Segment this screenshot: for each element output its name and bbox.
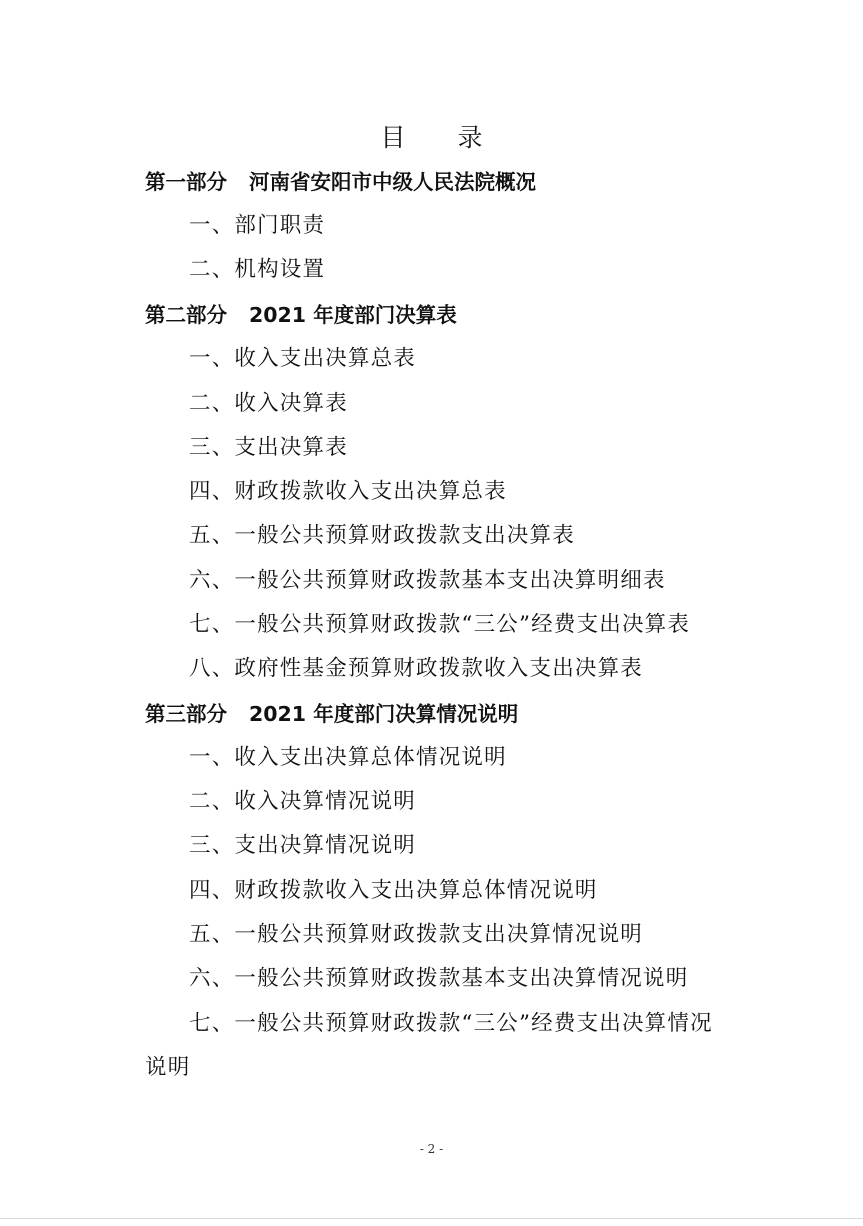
toc-item: 三、支出决算表 <box>189 435 348 460</box>
toc-item: 七、一般公共预算财政拨款“三公”经费支出决算情况 <box>189 1011 713 1036</box>
toc-item: 二、机构设置 <box>189 257 326 282</box>
toc-item: 五、一般公共预算财政拨款支出决算情况说明 <box>189 922 644 947</box>
toc-part-1-heading <box>145 167 536 197</box>
toc-part-title: 河南省安阳市中级人民法院概况 <box>249 170 536 194</box>
toc-part-label: 第二部分 <box>145 303 227 327</box>
toc-part-label: 第三部分 <box>145 702 227 726</box>
toc-item: 五、一般公共预算财政拨款支出决算表 <box>189 523 575 548</box>
toc-item-continuation: 说明 <box>145 1055 191 1080</box>
toc-part-3-heading <box>145 699 518 729</box>
toc-part-title: 2021 年度部门决算表 <box>249 303 457 327</box>
toc-part-title: 2021 年度部门决算情况说明 <box>249 702 519 726</box>
toc-item: 一、部门职责 <box>189 213 326 238</box>
toc-item: 二、收入决算表 <box>189 391 348 416</box>
toc-item: 七、一般公共预算财政拨款“三公”经费支出决算表 <box>189 612 691 637</box>
toc-item: 一、收入支出决算总表 <box>189 346 417 371</box>
toc-part-label: 第一部分 <box>145 170 227 194</box>
toc-item: 八、政府性基金预算财政拨款收入支出决算表 <box>189 656 644 681</box>
toc-item: 四、财政拨款收入支出决算总体情况说明 <box>189 878 598 903</box>
toc-part-2-heading <box>145 300 457 330</box>
toc-item: 六、一般公共预算财政拨款基本支出决算明细表 <box>189 568 666 593</box>
page-title: 目录 <box>380 123 535 152</box>
toc-item: 二、收入决算情况说明 <box>189 789 417 814</box>
toc-item: 一、收入支出决算总体情况说明 <box>189 745 507 770</box>
toc-item: 四、财政拨款收入支出决算总表 <box>189 479 507 504</box>
bottom-divider <box>0 1218 863 1219</box>
page-number: - 2 - <box>419 1142 444 1156</box>
toc-item: 六、一般公共预算财政拨款基本支出决算情况说明 <box>189 966 689 991</box>
toc-item: 三、支出决算情况说明 <box>189 833 417 858</box>
